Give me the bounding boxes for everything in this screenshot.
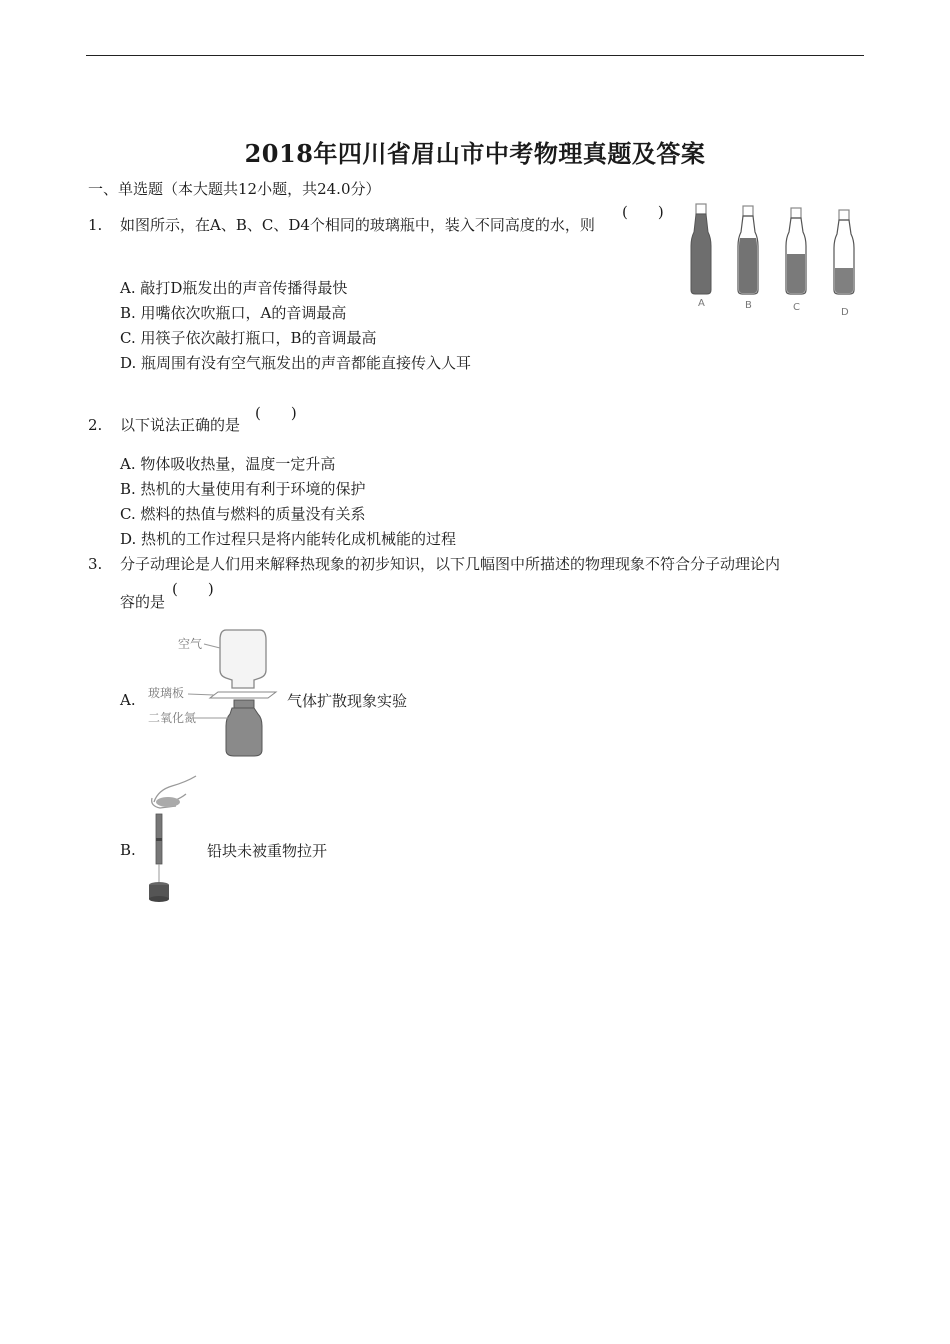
bottle-label-c: C bbox=[793, 302, 800, 313]
label-air: 空气 bbox=[178, 637, 203, 651]
question-3-stem-line2: 容的是 bbox=[120, 593, 166, 611]
question-2-number: 2. bbox=[88, 416, 103, 434]
bottle-label-b: B bbox=[745, 300, 752, 311]
question-1-option-c: C. 用筷子依次敲打瓶口，B的音调最高 bbox=[120, 329, 377, 347]
question-2-option-b: B. 热机的大量使用有利于环境的保护 bbox=[120, 480, 366, 498]
question-3-option-a-letter: A. bbox=[120, 691, 136, 709]
bottle-a bbox=[691, 204, 711, 294]
question-1-number: 1. bbox=[88, 216, 103, 234]
bottles-figure bbox=[684, 198, 864, 323]
question-2-answer-paren: ( ) bbox=[255, 404, 297, 422]
gas-diffusion-figure bbox=[148, 622, 283, 762]
question-2-option-a: A. 物体吸收热量，温度一定升高 bbox=[120, 455, 336, 473]
question-1-option-b: B. 用嘴依次吹瓶口，A的音调最高 bbox=[120, 304, 347, 322]
question-3-option-b-letter: B. bbox=[120, 841, 136, 859]
label-glass-plate: 玻璃板 bbox=[148, 686, 185, 700]
question-1-answer-paren: ( ) bbox=[622, 203, 664, 221]
question-1-option-a: A. 敲打D瓶发出的声音传播得最快 bbox=[120, 279, 348, 297]
bottle-d bbox=[834, 210, 854, 294]
label-no2: 二氧化氮 bbox=[148, 711, 197, 725]
section-heading: 一、单选题（本大题共12小题，共24.0分） bbox=[88, 180, 381, 198]
question-1-stem: 如图所示，在A、B、C、D4个相同的玻璃瓶中，装入不同高度的水，则 bbox=[120, 216, 595, 234]
bottle-c bbox=[786, 208, 806, 294]
question-3-option-a-caption: 气体扩散现象实验 bbox=[287, 692, 408, 710]
bottle-label-d: D bbox=[841, 307, 849, 318]
lead-blocks-figure bbox=[146, 772, 206, 907]
page-title: 2018年四川省眉山市中考物理真题及答案 bbox=[244, 139, 706, 168]
bottle-label-a: A bbox=[698, 298, 705, 309]
question-3-answer-paren: ( ) bbox=[172, 580, 214, 598]
question-2-option-c: C. 燃料的热值与燃料的质量没有关系 bbox=[120, 505, 366, 523]
header-rule bbox=[86, 55, 864, 56]
question-3-stem-line1: 分子动理论是人们用来解释热现象的初步知识，以下几幅图中所描述的物理现象不符合分子动理论内 bbox=[120, 555, 781, 573]
bottle-b bbox=[738, 206, 758, 294]
question-3-number: 3. bbox=[88, 555, 103, 573]
question-1-option-d: D. 瓶周围有没有空气瓶发出的声音都能直接传入人耳 bbox=[120, 354, 472, 372]
question-2-stem: 以下说法正确的是 bbox=[120, 416, 241, 434]
question-3-option-b-caption: 铅块未被重物拉开 bbox=[207, 842, 328, 860]
question-2-option-d: D. 热机的工作过程只是将内能转化成机械能的过程 bbox=[120, 530, 457, 548]
